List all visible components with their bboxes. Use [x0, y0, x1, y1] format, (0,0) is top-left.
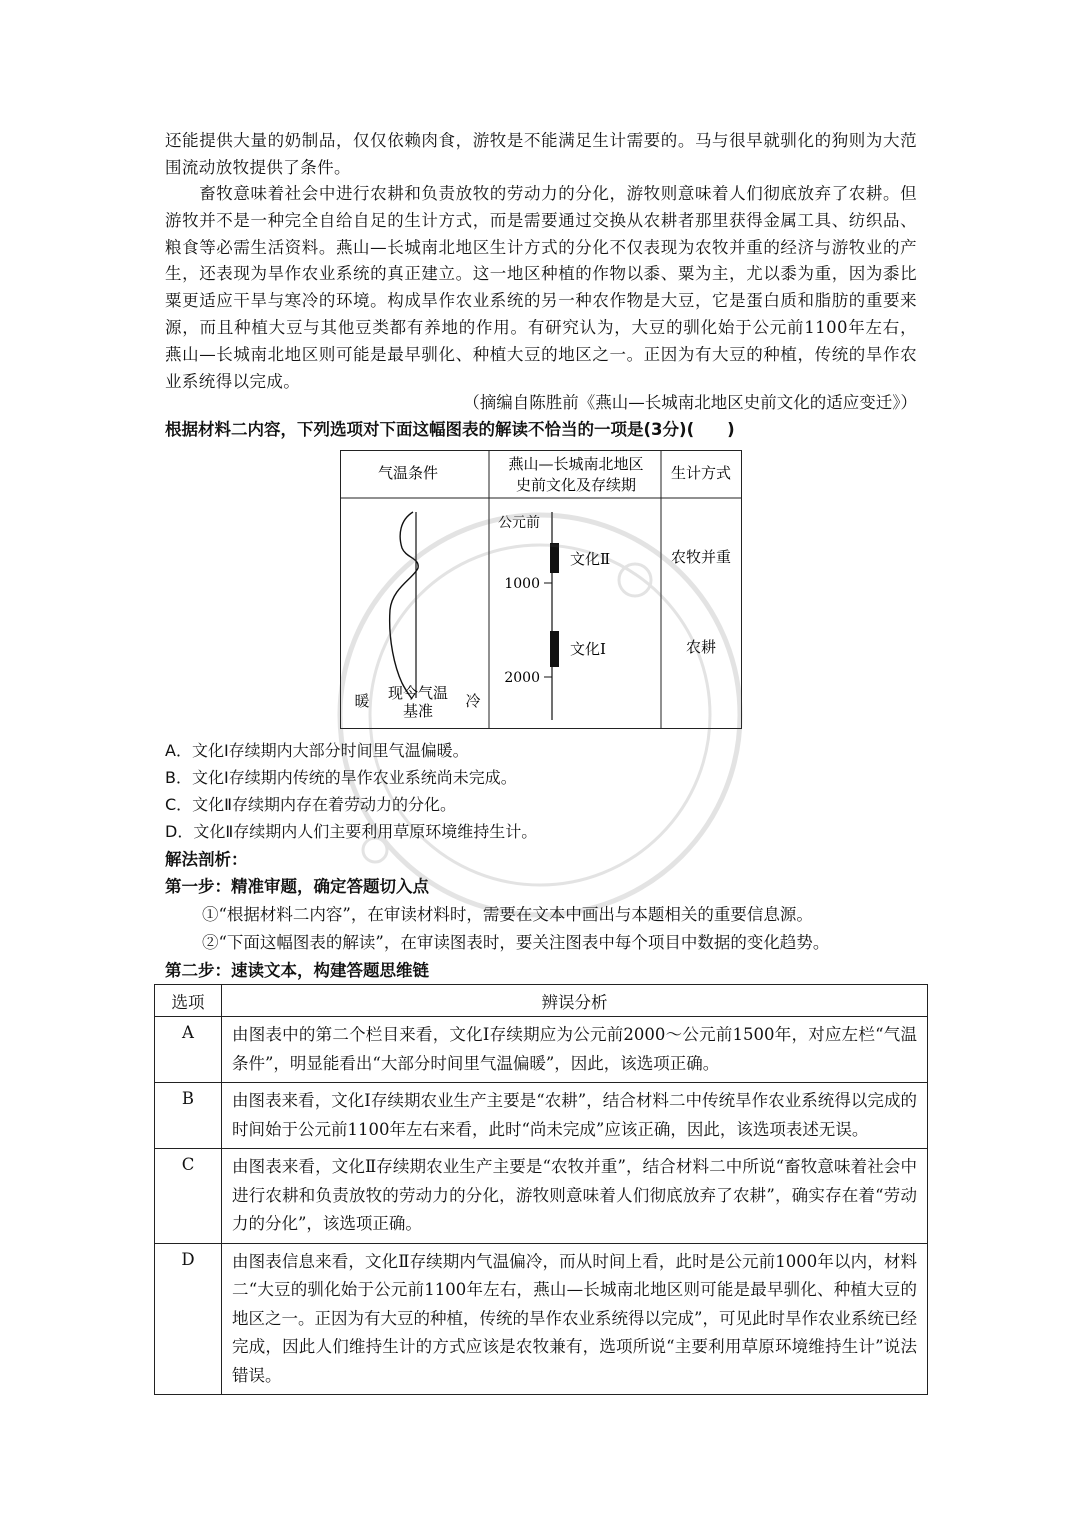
step2-heading: 第二步：速读文本，构建答题思维链: [165, 961, 429, 980]
chart-header-subsistence: 生计方式: [670, 464, 732, 482]
era-label: 公元前: [498, 515, 540, 531]
analysis-col-option: 选项: [155, 985, 222, 1017]
option-d: D．文化Ⅱ存续期内人们主要利用草原环境维持生计。: [165, 822, 538, 841]
culture2-bar: [550, 543, 559, 573]
tick-label-2000: 2000: [504, 670, 540, 686]
question-stem: 根据材料二内容，下列选项对下面这幅图表的解读不恰当的一项是(3分)( ): [165, 420, 735, 439]
row-text: 由图表来看，文化Ⅰ存续期农业生产主要是“农耕”，结合材料二中传统旱作农业系统得以完成的时间始于公元前1100年左右来看，此时“尚未完成”应该正确，因此，该选项表述无误。: [222, 1083, 928, 1149]
row-text: 由图表信息来看，文化Ⅱ存续期内气温偏冷，而从时间上看，此时是公元前1000年以内，材料二“大豆的驯化始于公元前1100年左右，燕山—长城南北地区则可能是最早驯化、种植大豆的地区之一。正因为有大豆的种植，传统的旱作农业系统得以完成”，可见此时旱作农业系统已经完成，因此人们维持生计的方式应该是农牧兼有，选项所说“主要利用草原环境维持生计”说法错误。: [222, 1243, 928, 1395]
passage-paragraph: [165, 181, 917, 395]
chart-header-temperature: 气温条件: [377, 464, 439, 482]
table-row: [155, 1149, 928, 1244]
row-key: D: [155, 1243, 222, 1395]
culture2-label: 文化Ⅱ: [570, 550, 611, 568]
analysis-col-analysis: 辨误分析: [222, 985, 928, 1017]
baseline-label-l2: 基准: [402, 702, 434, 720]
passage-source: （摘编自陈胜前《燕山—长城南北地区史前文化的适应变迁》）: [463, 393, 917, 412]
row-text: 由图表中的第二个栏目来看，文化Ⅰ存续期应为公元前2000～公元前1500年，对应左栏“气温条件”，明显能看出“大部分时间里气温偏暖”，因此，该选项正确。: [222, 1017, 928, 1083]
tick-label-1000: 1000: [504, 576, 540, 592]
temperature-curve: [390, 512, 419, 699]
step1-note1: ①“根据材料二内容”，在审读材料时，需要在文本中画出与本题相关的重要信息源。: [202, 905, 813, 924]
cold-label: 冷: [465, 692, 481, 710]
solution-title: 解法剖析：: [165, 850, 248, 869]
option-a: A．文化Ⅰ存续期内大部分时间里气温偏暖。: [165, 741, 469, 760]
chart-header-culture-l2: 史前文化及存续期: [515, 476, 637, 494]
temperature-culture-chart: [340, 450, 742, 729]
passage-line1: 还能提供大量的奶制品，仅仅依赖肉食，游牧是不能满足生计需要的。马与很早就驯化的狗则为大范围流动放牧提供了条件。: [165, 131, 917, 177]
culture1-bar: [550, 631, 559, 667]
option-b: B．文化Ⅰ存续期内传统的旱作农业系统尚未完成。: [165, 768, 517, 787]
mode-culture1: 农耕: [685, 638, 717, 656]
row-key: A: [155, 1017, 222, 1083]
table-row: [155, 1083, 928, 1149]
analysis-header-row: [155, 985, 928, 1017]
table-row: [155, 1017, 928, 1083]
option-c: C．文化Ⅱ存续期内存在着劳动力的分化。: [165, 795, 457, 814]
row-text: 由图表来看，文化Ⅱ存续期农业生产主要是“农牧并重”，结合材料二中所说“畜牧意味着社会中进行农耕和负责放牧的劳动力的分化，游牧则意味着人们彻底放弃了农耕”，确实存在着“劳动力的分化”，该选项正确。: [222, 1149, 928, 1244]
table-row: [155, 1243, 928, 1395]
step1-note2: ②“下面这幅图表的解读”，在审读图表时，要关注图表中每个项目中数据的变化趋势。: [202, 933, 830, 952]
baseline-label-l1: 现今气温: [387, 684, 449, 702]
mode-culture2: 农牧并重: [670, 548, 732, 566]
analysis-table: [154, 984, 928, 1395]
culture1-label: 文化Ⅰ: [570, 640, 606, 658]
warm-label: 暖: [354, 692, 370, 710]
passage-para2: 畜牧意味着社会中进行农耕和负责放牧的劳动力的分化，游牧则意味着人们彻底放弃了农耕。但游牧并不是一种完全自给自足的生计方式，而是需要通过交换从农耕者那里获得金属工具、纺织品、粮食等必需生活资料。燕山—长城南北地区生计方式的分化不仅表现为农牧并重的经济与游牧业的产生，还表现为旱作农业系统的真正建立。这一地区种植的作物以黍、粟为主，尤以黍为重，因为黍比粟更适应干旱与寒冷的环境。构成旱作农业系统的另一种农作物是大豆，它是蛋白质和脂肪的重要来源，而且种植大豆与其他豆类都有养地的作用。有研究认为，大豆的驯化始于公元前1100年左右，燕山—长城南北地区则可能是最早驯化、种植大豆的地区之一。正因为有大豆的种植，传统的旱作农业系统得以完成。: [165, 184, 917, 391]
row-key: B: [155, 1083, 222, 1149]
step1-heading: 第一步：精准审题，确定答题切入点: [165, 877, 429, 896]
row-key: C: [155, 1149, 222, 1244]
chart-header-culture-l1: 燕山—长城南北地区: [508, 455, 644, 473]
